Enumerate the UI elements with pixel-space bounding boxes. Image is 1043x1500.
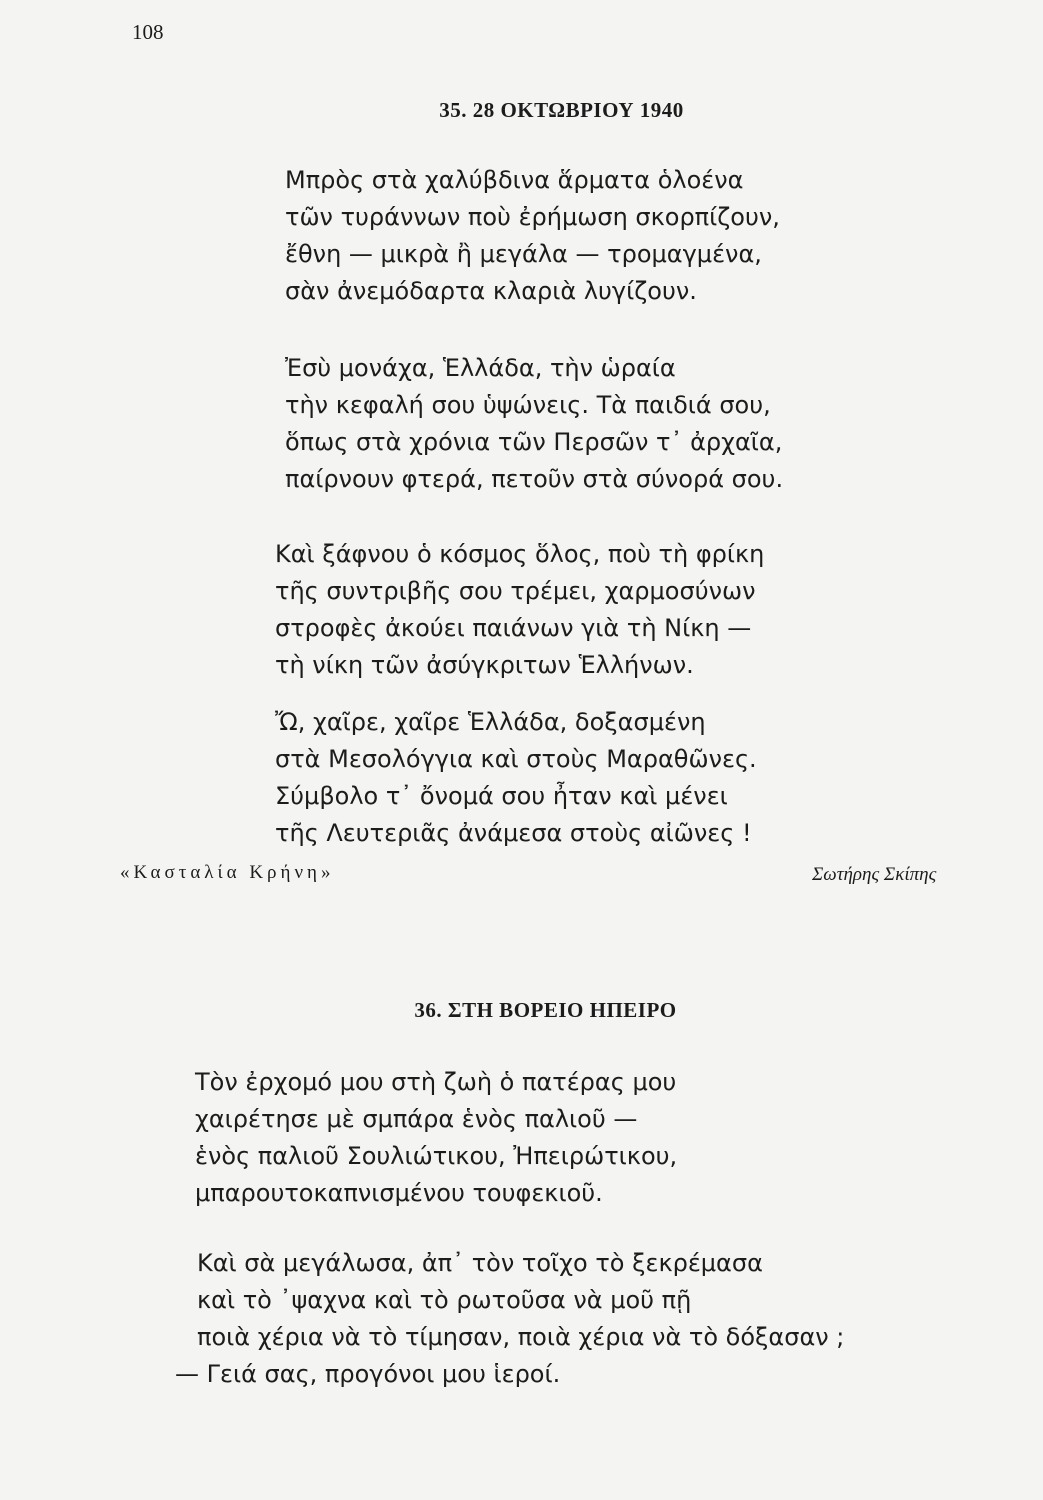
verse-line: τὴ νίκη τῶν ἀσύγκριτων Ἑλλήνων.: [275, 651, 694, 679]
verse-line: τῶν τυράννων ποὺ ἐρήμωση σκορπίζουν,: [285, 203, 780, 231]
verse-line: τὴν κεφαλή σου ὑψώνεις. Τὰ παιδιά σου,: [285, 391, 771, 419]
poem-36-title: 36. ΣΤΗ ΒΟΡΕΙΟ ΗΠΕΙΡΟ: [414, 998, 677, 1022]
poem-35-stanza-4: [275, 704, 757, 852]
verse-line: χαιρέτησε μὲ σμπάρα ἑνὸς παλιοῦ —: [195, 1105, 638, 1133]
verse-line: ποιὰ χέρια νὰ τὸ τίμησαν, ποιὰ χέρια νὰ τὸ δόξασαν ;: [197, 1323, 845, 1351]
poem-35-stanza-3: [275, 536, 764, 684]
verse-line: τῆς συντριβῆς σου τρέμει, χαρμοσύνων: [275, 577, 756, 605]
poem-35-author: Σωτήρης Σκίπης: [812, 864, 937, 885]
verse-line: παίρνουν φτερά, πετοῦν στὰ σύνορά σου.: [285, 465, 784, 493]
verse-line: Τὸν ἐρχομό μου στὴ ζωὴ ὁ πατέρας μου: [195, 1068, 677, 1096]
verse-line: τῆς Λευτεριᾶς ἀνάμεσα στοὺς αἰῶνες !: [275, 819, 752, 847]
verse-line: Ἐσὺ μονάχα, Ἑλλάδα, τὴν ὡραία: [285, 354, 676, 382]
verse-line: καὶ τὸ ᾽ψαχνα καὶ τὸ ρωτοῦσα νὰ μοῦ πῇ: [197, 1286, 692, 1314]
poem-35-source: «Κασταλία Κρήνη»: [120, 862, 335, 883]
verse-line: Μπρὸς στὰ χαλύβδινα ἅρματα ὁλοένα: [285, 166, 744, 194]
verse-line: σὰν ἀνεμόδαρτα κλαριὰ λυγίζουν.: [285, 277, 697, 305]
poem-36-stanza-1: [195, 1064, 677, 1212]
poem-35-stanza-1: [285, 162, 780, 310]
verse-line: Καὶ ξάφνου ὁ κόσμος ὅλος, ποὺ τὴ φρίκη: [275, 540, 765, 568]
verse-line: Καὶ σὰ μεγάλωσα, ἀπ᾽ τὸν τοῖχο τὸ ξεκρέμασα: [197, 1249, 763, 1277]
verse-line: ἑνὸς παλιοῦ Σουλιώτικου, Ἠπειρώτικου,: [195, 1142, 678, 1170]
poem-35-stanza-2: [285, 350, 783, 498]
poem-36-stanza-2: [175, 1245, 844, 1393]
page-number: 108: [132, 20, 164, 44]
verse-line: στὰ Μεσολόγγια καὶ στοὺς Μαραθῶνες.: [275, 745, 757, 773]
poem-35-title: 35. 28 ΟΚΤΩΒΡΙΟΥ 1940: [439, 98, 684, 122]
verse-line: Σύμβολο τ᾽ ὄνομά σου ἦταν καὶ μένει: [275, 782, 728, 810]
verse-line: ὅπως στὰ χρόνια τῶν Περσῶν τ᾽ ἀρχαῖα,: [285, 428, 783, 456]
verse-line: μπαρουτοκαπνισμένου τουφεκιοῦ.: [195, 1179, 603, 1207]
verse-line: ἔθνη — μικρὰ ἢ μεγάλα — τρομαγμένα,: [285, 240, 762, 268]
verse-line: στροφὲς ἀκούει παιάνων γιὰ τὴ Νίκη —: [275, 614, 752, 642]
verse-line: — Γειά σας, προγόνοι μου ἱεροί.: [175, 1360, 561, 1388]
verse-line: Ὤ, χαῖρε, χαῖρε Ἑλλάδα, δοξασμένη: [275, 708, 706, 736]
